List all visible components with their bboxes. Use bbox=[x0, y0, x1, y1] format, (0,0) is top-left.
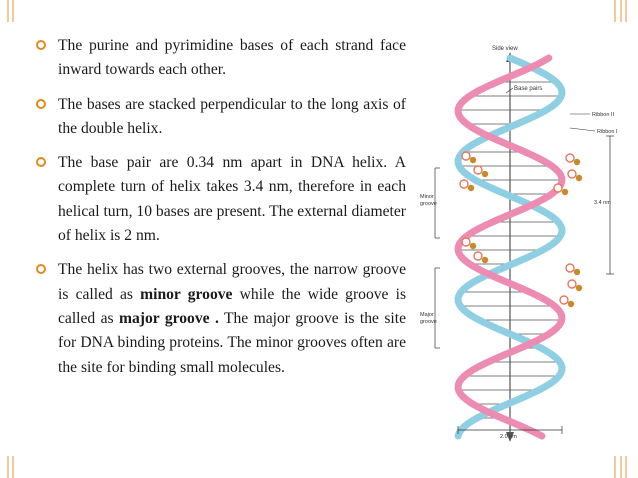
bullet-text: The major groove is the site for DNA binding proteins. The minor grooves often are the site for binding small molecules. bbox=[58, 309, 406, 376]
label-pitch: 3.4 nm bbox=[594, 200, 611, 206]
bullet-text: The purine and pyrimidine bases of each strand face inward towards each other. bbox=[58, 37, 406, 79]
phosphate-sugar-icon bbox=[566, 264, 580, 275]
bullet-item bbox=[36, 151, 406, 248]
decor-bottom-left-lines bbox=[7, 456, 17, 478]
bullet-item bbox=[36, 258, 406, 379]
phosphate-sugar-icon bbox=[566, 154, 580, 165]
label-major-groove-line-2: groove bbox=[420, 319, 437, 325]
bullet-circle-icon bbox=[36, 264, 46, 274]
label-minor-groove-line-2: groove bbox=[420, 201, 437, 207]
phosphate-sugar-icon bbox=[568, 170, 582, 181]
phosphate-sugar-icon bbox=[474, 166, 488, 177]
dna-double-helix-figure bbox=[420, 38, 620, 449]
bullet-bold-term: major groove . bbox=[119, 309, 219, 327]
label-major-groove bbox=[420, 312, 437, 325]
phosphate-sugar-icon bbox=[462, 238, 476, 249]
bullet-circle-icon bbox=[36, 157, 46, 167]
phosphate-sugar-icon bbox=[560, 296, 574, 307]
decor-top-left-lines bbox=[7, 0, 17, 22]
decor-top-right-lines bbox=[614, 0, 628, 22]
bullet-text: The base pair are 0.34 nm apart in DNA helix. A complete turn of helix takes 3.4 nm, therefore in each helical turn, 10 bases are present. The external diameter of helix is 2 nm. bbox=[58, 154, 406, 245]
bullet-text: The helix has two external grooves, the narrow groove is called as bbox=[58, 261, 406, 303]
bullet-circle-icon bbox=[36, 40, 46, 50]
decor-bottom-right-lines bbox=[614, 456, 628, 478]
bullet-circle-icon bbox=[36, 99, 46, 109]
label-side-view: Side view bbox=[492, 46, 518, 52]
label-minor-groove bbox=[420, 194, 437, 207]
bullet-text: The bases are stacked perpendicular to the long axis of the double helix. bbox=[58, 95, 406, 137]
label-ribbon-i: Ribbon I bbox=[597, 129, 618, 135]
bullet-item bbox=[36, 34, 406, 83]
label-minor-groove-line-1: Minor bbox=[420, 194, 434, 200]
bullet-text: while the wide groove is called as bbox=[58, 285, 407, 327]
phosphate-sugar-icon bbox=[462, 152, 476, 163]
bullet-list bbox=[36, 34, 406, 390]
label-diameter: 2.0 nm bbox=[500, 434, 517, 440]
label-major-groove-line-1: Major bbox=[420, 312, 434, 318]
phosphate-sugar-icon bbox=[568, 280, 582, 291]
dna-helix-diagram bbox=[420, 38, 620, 444]
bullet-bold-term: minor groove bbox=[140, 285, 233, 303]
label-ribbon-ii: Ribbon II bbox=[592, 112, 615, 118]
label-base-pairs: Base pairs bbox=[514, 86, 543, 92]
phosphate-sugar-icon bbox=[474, 252, 488, 263]
bullet-item bbox=[36, 93, 406, 142]
